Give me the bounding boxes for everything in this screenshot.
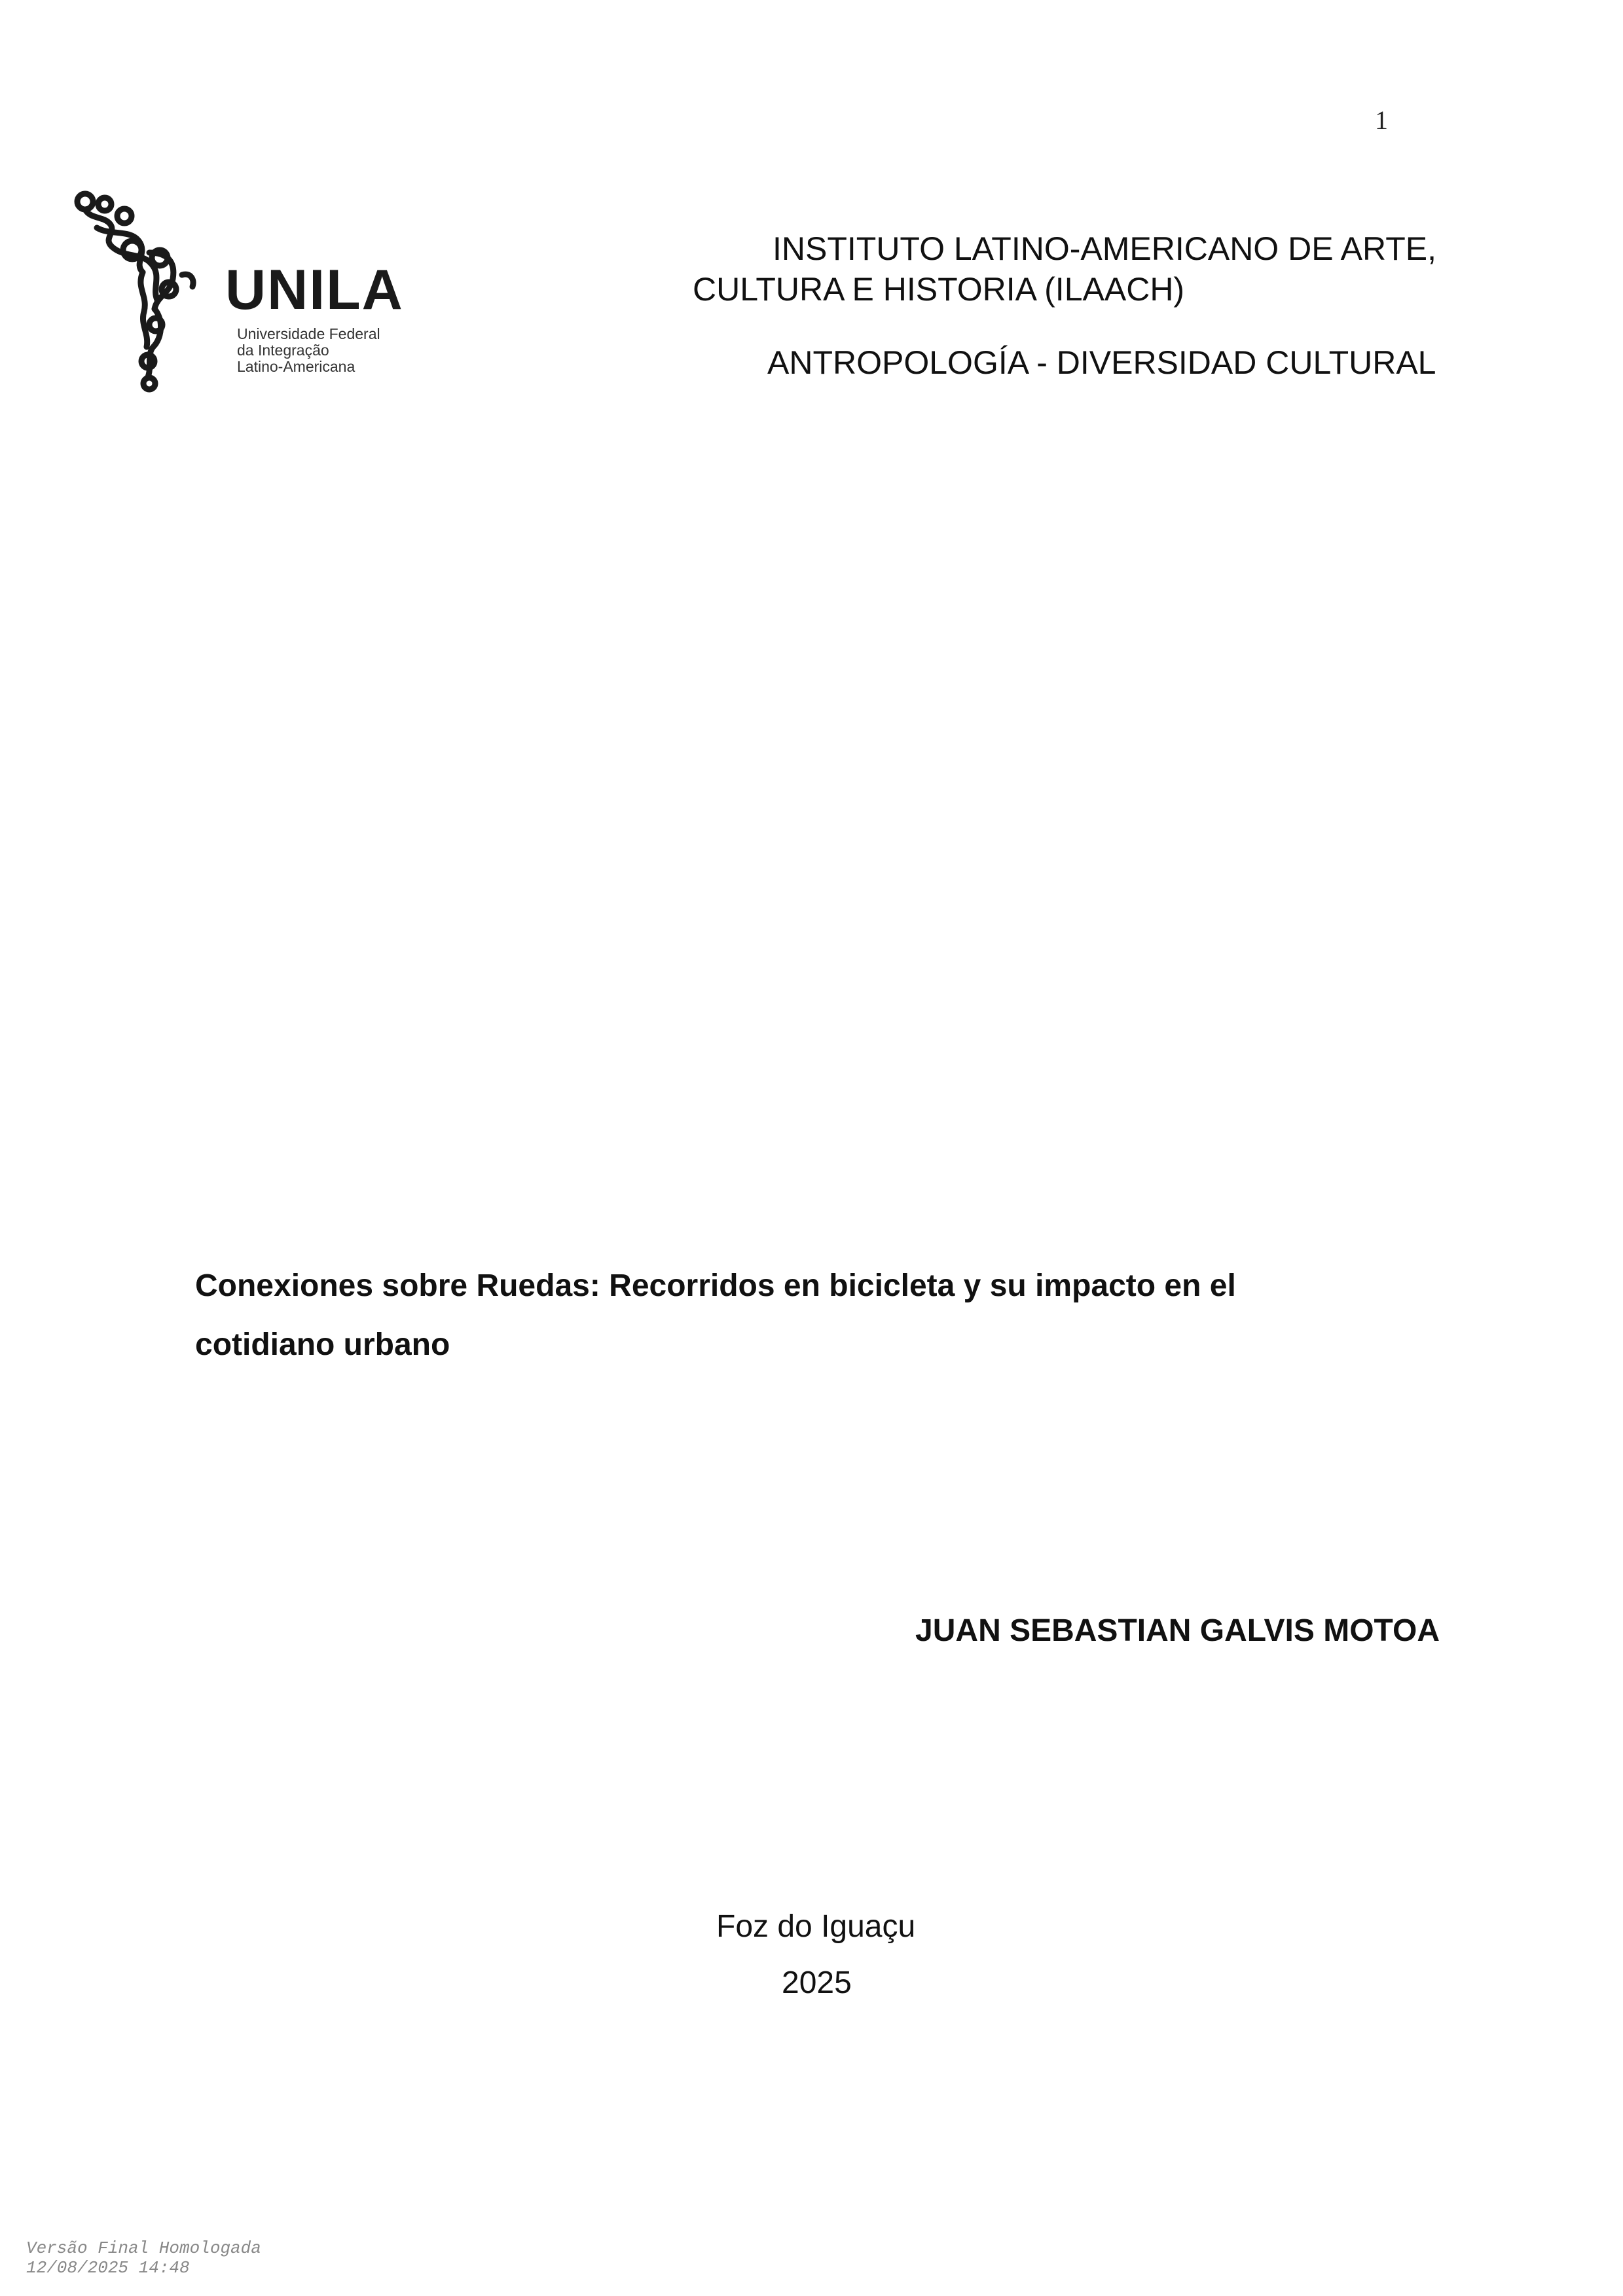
- title-line: cotidiano urbano: [195, 1327, 450, 1362]
- page-number: 1: [1375, 105, 1388, 135]
- institute-name-line1: INSTITUTO LATINO-AMERICANO DE ARTE,: [773, 230, 1437, 267]
- logo-wordmark: UNILA: [225, 259, 404, 321]
- logo-subtitle-line: da Integração: [237, 342, 329, 359]
- author-name: JUAN SEBASTIAN GALVIS MOTOA: [915, 1613, 1440, 1648]
- title-line: Conexiones sobre Ruedas: Recorridos en bicicleta y su impacto en el: [195, 1268, 1236, 1303]
- unila-logo: [71, 190, 404, 393]
- watermark-line: 12/08/2025 14:48: [26, 2258, 190, 2278]
- logo-subtitle-line: Latino-Americana: [237, 358, 356, 375]
- logo-subtitle-line: Universidade Federal: [237, 325, 380, 342]
- document-title: [195, 1257, 1439, 1374]
- version-watermark: [26, 2238, 261, 2278]
- program-name: ANTROPOLOGÍA - DIVERSIDAD CULTURAL: [767, 344, 1436, 381]
- watermark-line: Versão Final Homologada: [26, 2238, 261, 2258]
- year: 2025: [782, 1965, 852, 2000]
- logo-subtitle: [237, 326, 380, 375]
- unila-emblem-icon: [71, 190, 221, 393]
- city: Foz do Iguaçu: [716, 1909, 916, 1944]
- institute-name-line2: CULTURA E HISTORIA (ILAACH): [693, 271, 1185, 308]
